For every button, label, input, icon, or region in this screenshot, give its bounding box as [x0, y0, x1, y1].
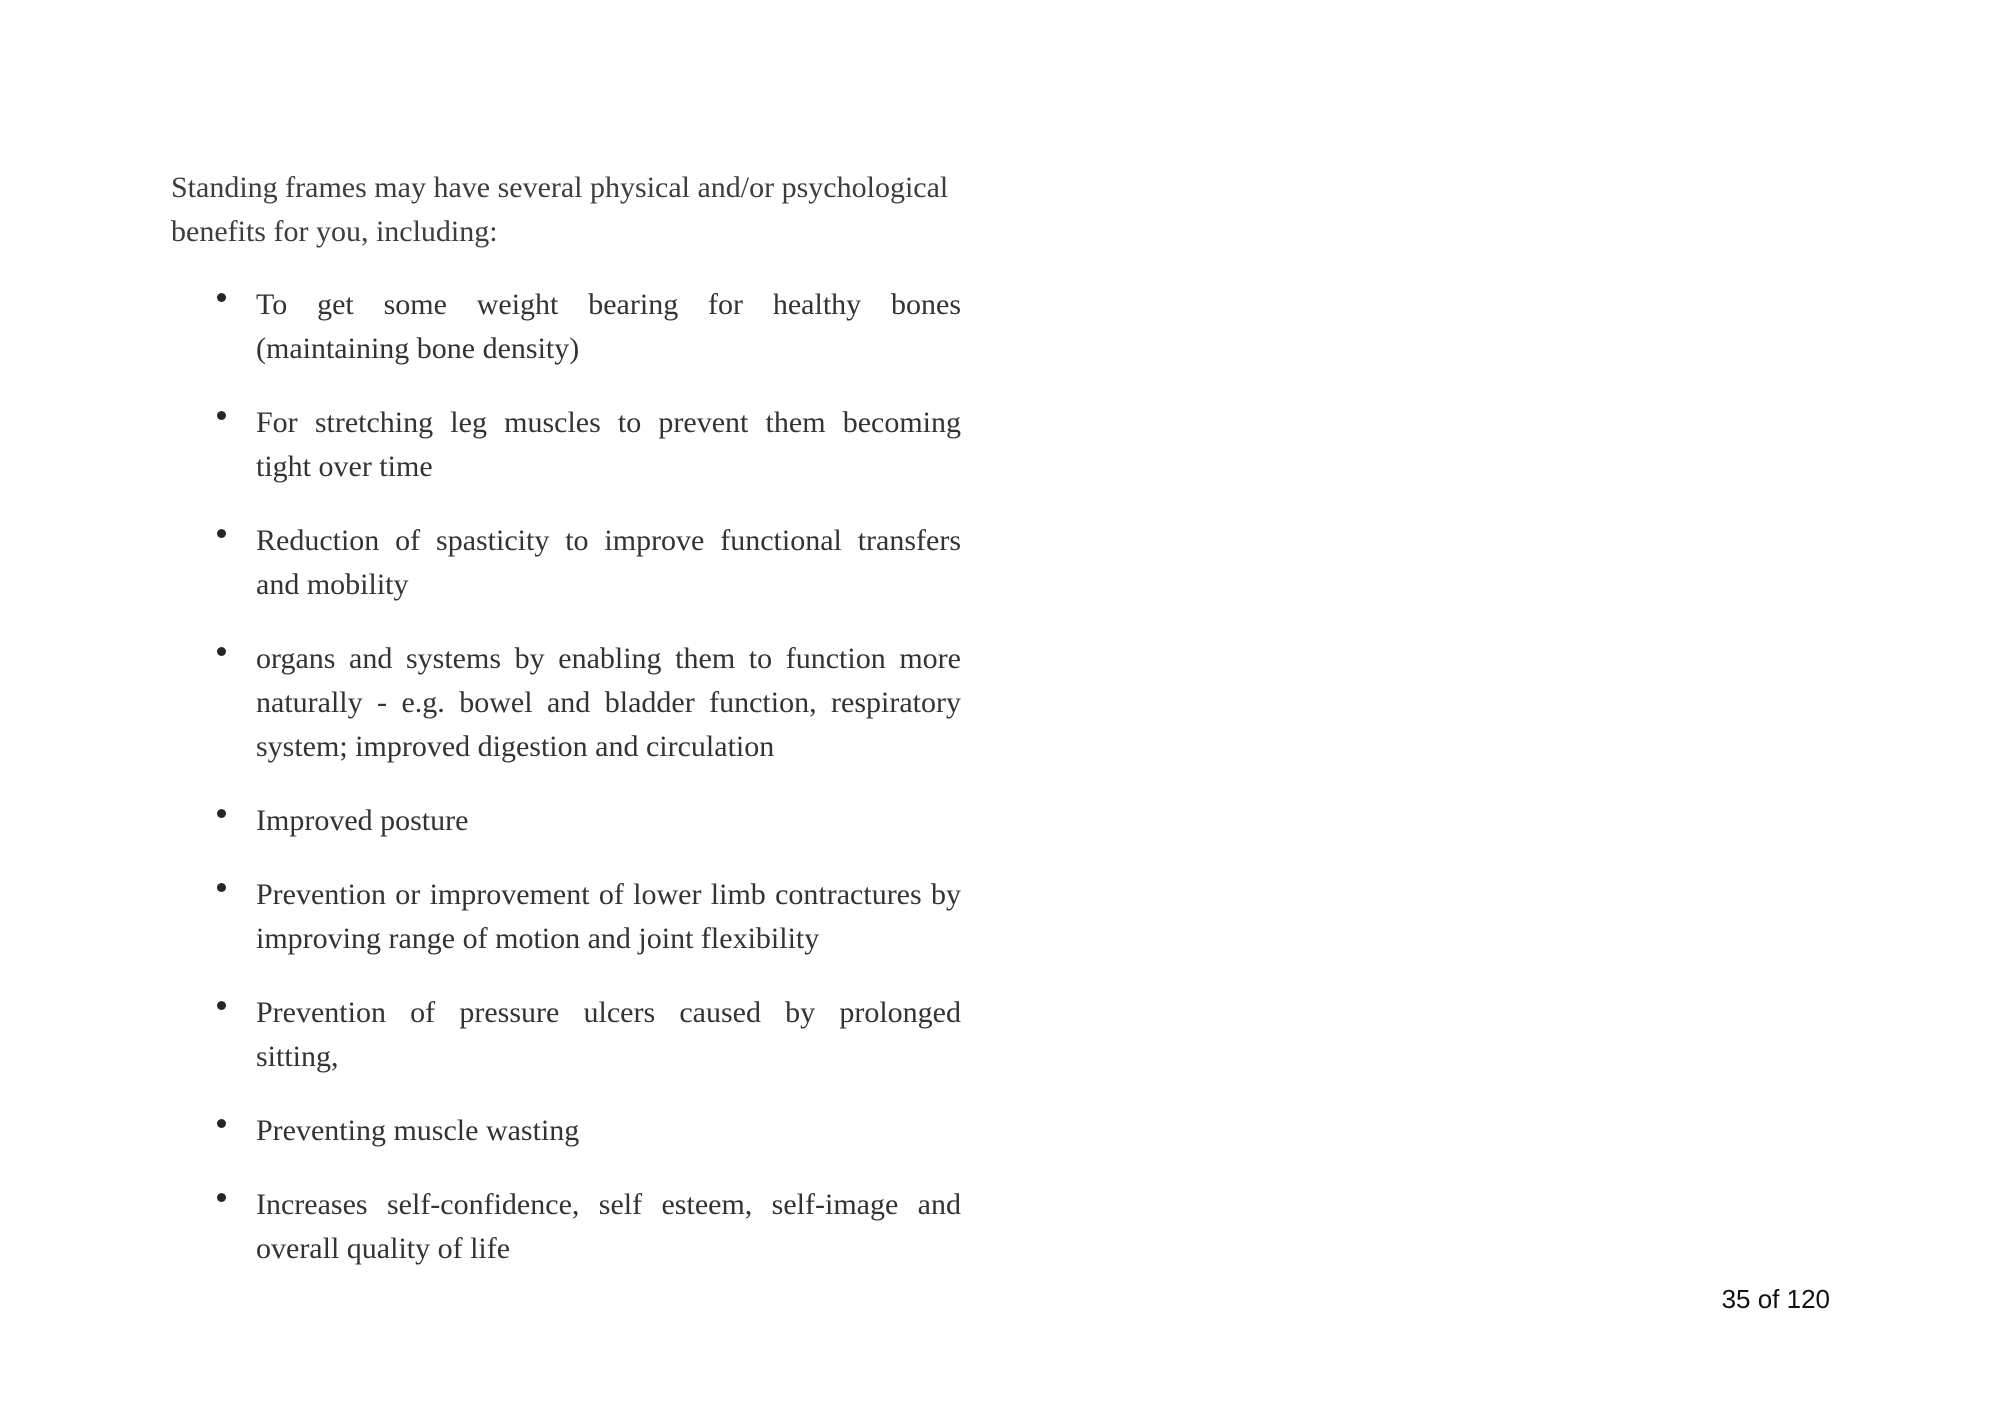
- bullet-icon: [217, 293, 226, 302]
- list-item-text: [256, 637, 961, 769]
- bullet-icon: [217, 809, 226, 818]
- page-number: 35 of 120: [1721, 1284, 1830, 1314]
- text-line: For stretching leg muscles to prevent them becoming: [256, 406, 961, 439]
- text-line: benefits for you, including:: [171, 215, 498, 248]
- list-item: [256, 991, 961, 1079]
- list-item-text: [256, 401, 961, 489]
- list-item: [256, 1109, 961, 1153]
- benefits-list: [256, 283, 961, 1301]
- text-line: and mobility: [256, 568, 409, 601]
- bullet-icon: [217, 411, 226, 420]
- list-item: [256, 799, 961, 843]
- list-item: [256, 637, 961, 769]
- text-line: Standing frames may have several physical and/or psychological: [171, 171, 949, 204]
- bullet-icon: [217, 647, 226, 656]
- bullet-icon: [217, 883, 226, 892]
- text-line: overall quality of life: [256, 1232, 511, 1265]
- bullet-icon: [217, 1193, 226, 1202]
- text-line: Prevention or improvement of lower limb contractures by: [256, 878, 961, 911]
- list-item-text: [256, 873, 961, 961]
- list-item-text: [256, 991, 961, 1079]
- text-line: (maintaining bone density): [256, 332, 580, 365]
- list-item: [256, 873, 961, 961]
- list-item: [256, 401, 961, 489]
- text-line: Improved posture: [256, 804, 469, 837]
- text-line: To get some weight bearing for healthy bones: [256, 288, 961, 321]
- intro-paragraph: [171, 166, 981, 254]
- text-line: Prevention of pressure ulcers caused by prolonged: [256, 996, 961, 1029]
- text-line: Increases self-confidence, self esteem, self-image and: [256, 1188, 961, 1221]
- bullet-icon: [217, 1119, 226, 1128]
- text-line: Preventing muscle wasting: [256, 1114, 580, 1147]
- bullet-icon: [217, 1001, 226, 1010]
- list-item: [256, 1183, 961, 1271]
- text-line: naturally - e.g. bowel and bladder function, respiratory: [256, 686, 961, 719]
- text-line: sitting,: [256, 1040, 339, 1073]
- text-line: improving range of motion and joint flexibility: [256, 922, 820, 955]
- text-line: tight over time: [256, 450, 433, 483]
- text-line: organs and systems by enabling them to function more: [256, 642, 961, 675]
- text-line: Reduction of spasticity to improve functional transfers: [256, 524, 961, 557]
- list-item-text: [256, 1183, 961, 1271]
- list-item-text: [256, 283, 961, 371]
- bullet-icon: [217, 529, 226, 538]
- list-item: [256, 519, 961, 607]
- list-item-text: [256, 799, 961, 843]
- list-item-text: [256, 519, 961, 607]
- list-item-text: [256, 1109, 961, 1153]
- list-item: [256, 283, 961, 371]
- text-line: system; improved digestion and circulation: [256, 730, 775, 763]
